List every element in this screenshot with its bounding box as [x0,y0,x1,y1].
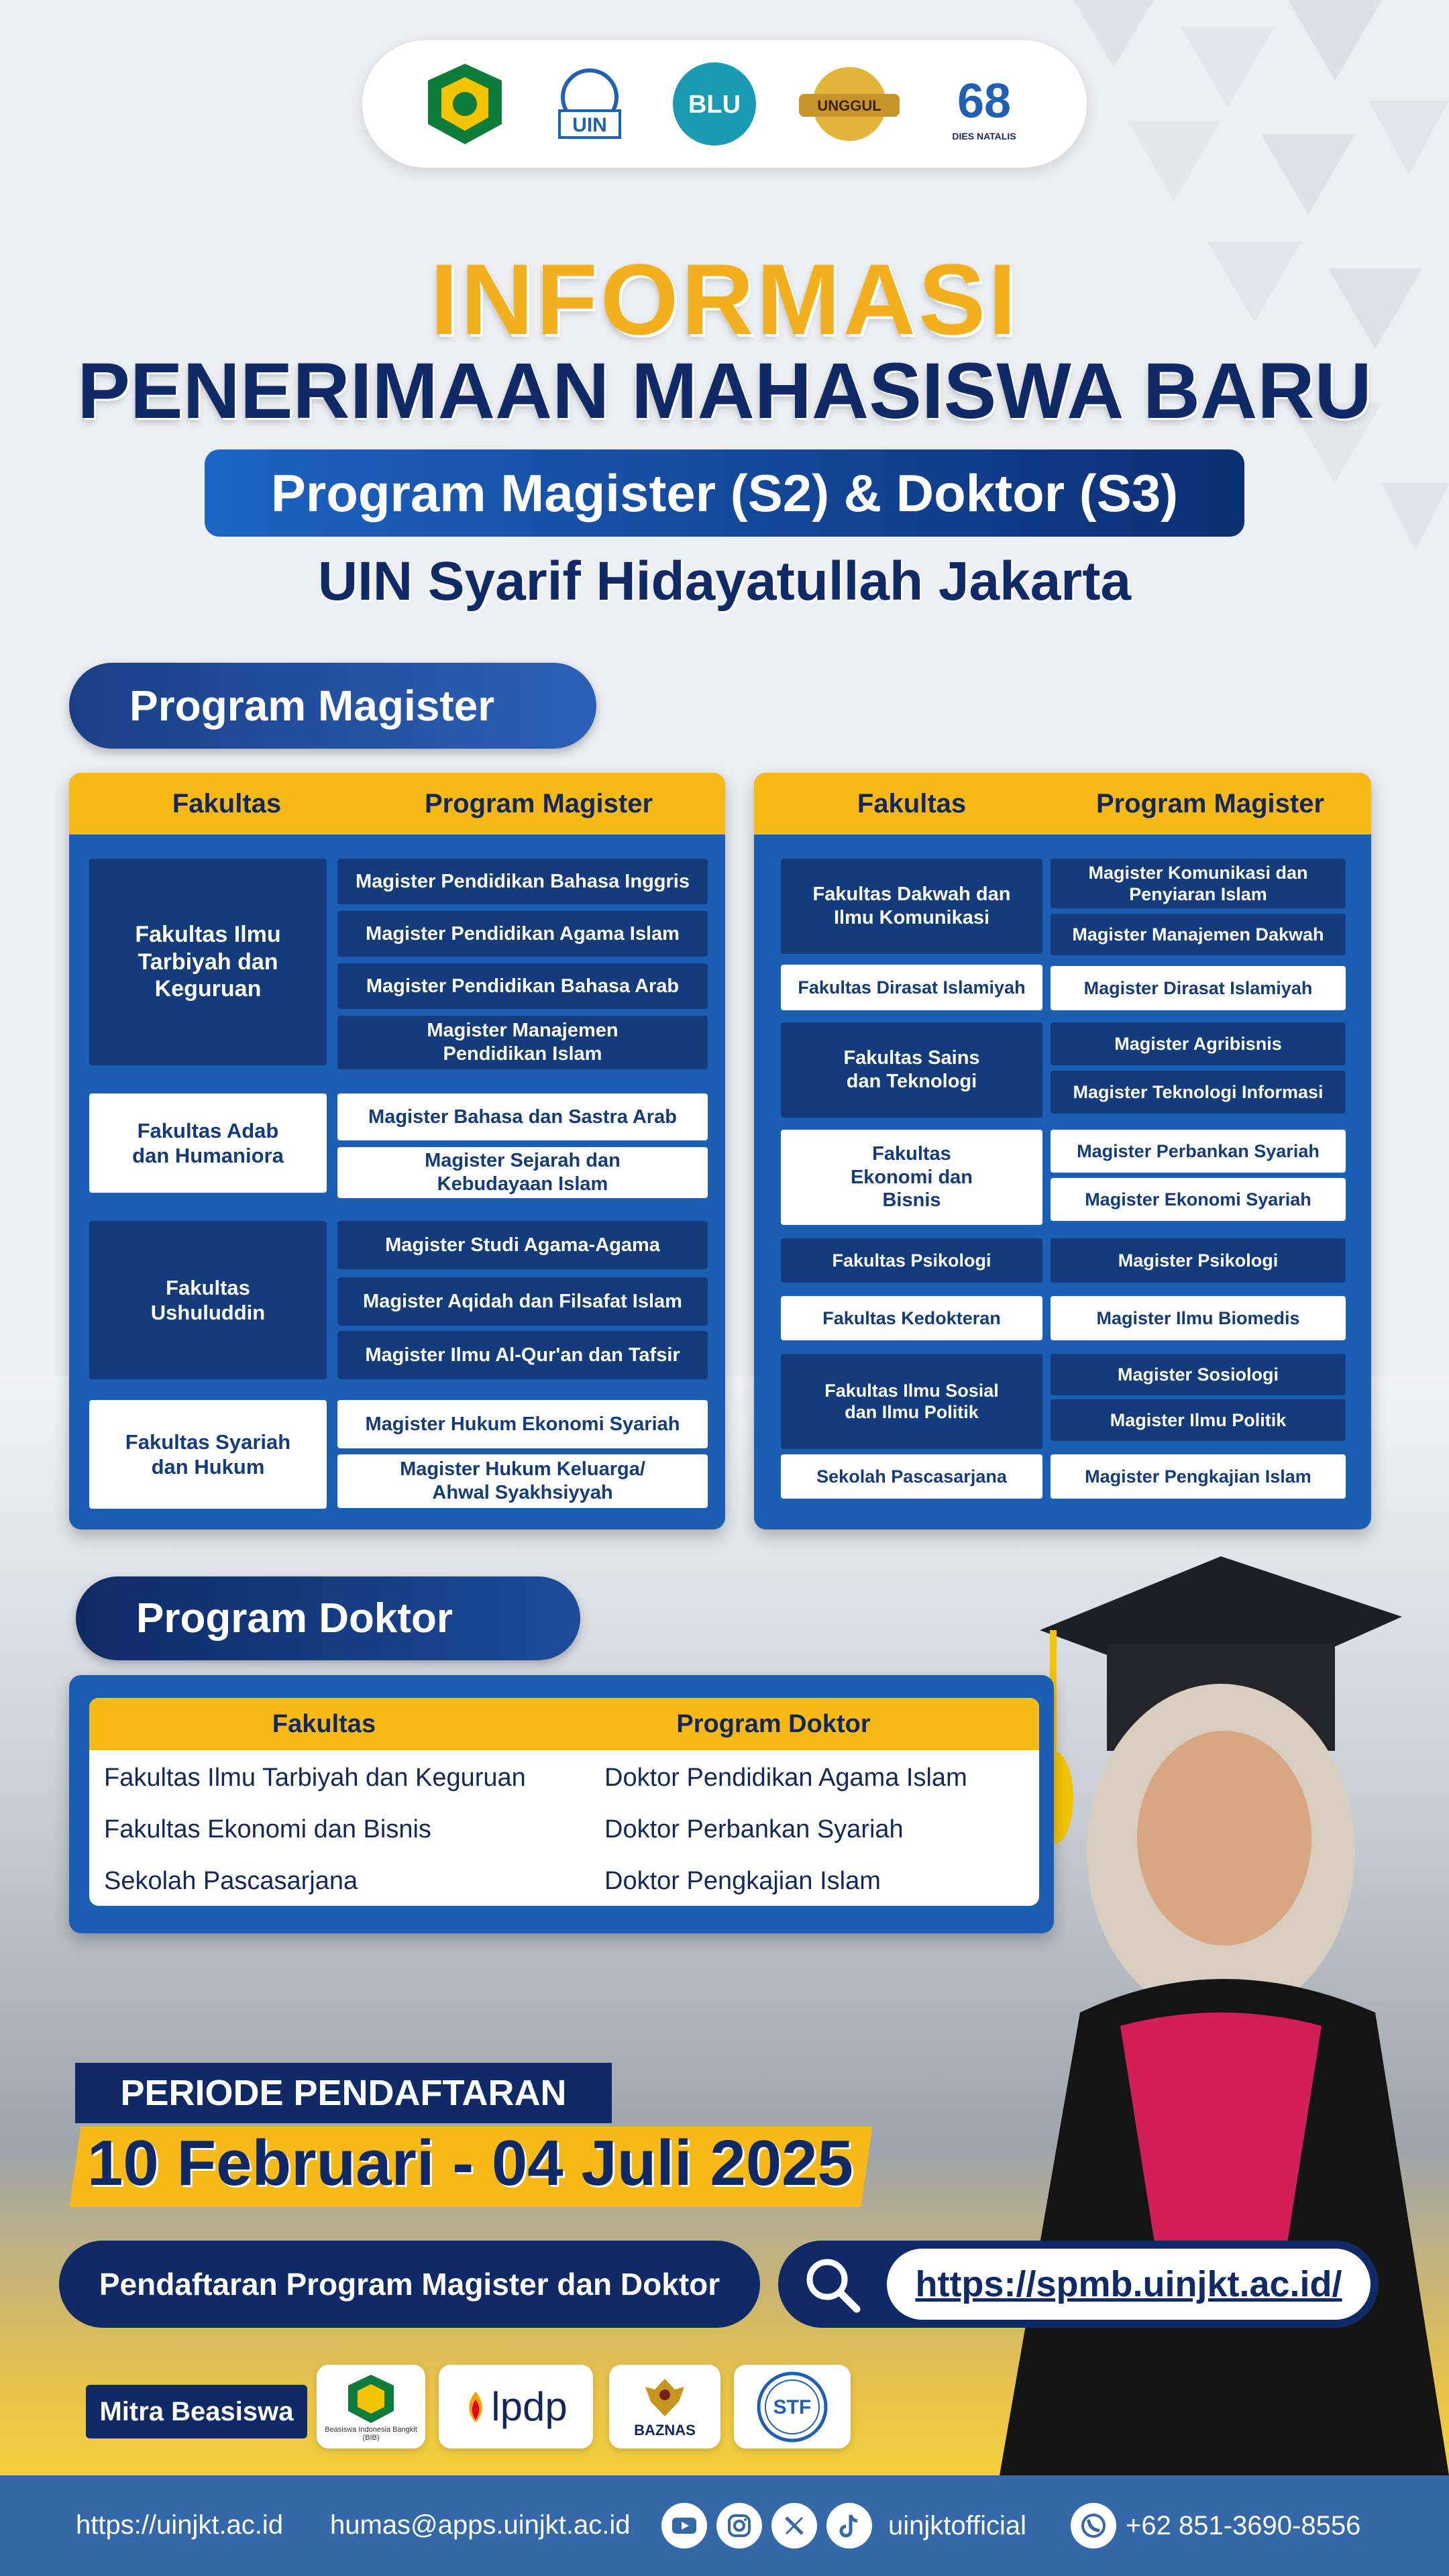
sponsor-name: BAZNAS [634,2421,696,2438]
fakultas-cell: Fakultas Ilmu Sosial dan Ilmu Politik [781,1354,1042,1449]
dies-natalis-68-logo [941,60,1028,148]
magister-table-left [69,773,725,1529]
program-cell: Magister Ekonomi Syariah [1051,1178,1346,1221]
program-cell: Magister Hukum Ekonomi Syariah [337,1400,708,1448]
program-cell: Magister Ilmu Al-Qur'an dan Tafsir [337,1331,708,1379]
registration-link[interactable] [778,2241,1379,2328]
program-cell: Magister Manajemen Dakwah [1051,914,1346,955]
magister-table-right [754,773,1371,1529]
whatsapp-icon[interactable] [1071,2503,1116,2548]
instagram-icon[interactable] [716,2503,762,2548]
fakultas-cell: Fakultas Dakwah dan Ilmu Komunikasi [781,859,1042,954]
col-fakultas: Fakultas [272,1709,376,1738]
doktor-program: Doktor Pendidikan Agama Islam [604,1764,967,1792]
program-cell: Magister Studi Agama-Agama [337,1221,708,1269]
program-cell: Magister Psikologi [1051,1238,1346,1283]
program-cell: Magister Dirasat Islamiyah [1051,966,1346,1010]
section-title-magister: Program Magister [69,663,596,749]
program-cell: Magister Perbankan Syariah [1051,1130,1346,1173]
sponsor-name: lpdp [491,2384,568,2429]
footer-website[interactable]: https://uinjkt.ac.id [76,2510,284,2540]
svg-text:DIES NATALIS: DIES NATALIS [952,131,1016,142]
doktor-program: Doktor Pengkajian Islam [604,1867,881,1895]
col-fakultas: Fakultas [172,788,282,818]
col-program: Program Magister [424,788,653,818]
sponsor-stf-logo [734,2365,851,2449]
social-icons [661,2503,1026,2548]
program-cell: Magister Sosiologi [1051,1354,1346,1395]
search-icon [798,2251,865,2318]
fakultas-cell: Fakultas Kedokteran [781,1296,1042,1340]
registration-url[interactable]: https://spmb.uinjkt.ac.id/ [887,2249,1371,2320]
footer-social-handle[interactable]: uinjktofficial [888,2510,1027,2540]
registration-label: Pendaftaran Program Magister dan Doktor [59,2241,760,2328]
fakultas-cell: Fakultas Dirasat Islamiyah [781,965,1042,1010]
program-cell: Magister Pendidikan Bahasa Arab [337,963,708,1009]
fakultas-cell: Fakultas Psikologi [781,1238,1042,1283]
period-dates: 10 Februari - 04 Juli 2025 [87,2127,853,2199]
x-icon[interactable] [771,2503,817,2548]
doktor-fakultas: Fakultas Ilmu Tarbiyah dan Keguruan [104,1764,526,1792]
unggul-badge [796,60,903,148]
fakultas-cell: Sekolah Pascasarjana [781,1454,1042,1499]
svg-text:UIN: UIN [572,114,607,136]
headline-pmb: PENERIMAAN MAHASISWA BARU [77,347,1372,435]
svg-text:BLU: BLU [688,91,741,119]
program-cell: Magister Bahasa dan Sastra Arab [337,1093,708,1140]
doktor-program: Doktor Perbankan Syariah [604,1815,904,1843]
program-cell: Magister Sejarah dan Kebudayaan Islam [337,1147,708,1198]
program-cell: Magister Aqidah dan Filsafat Islam [337,1277,708,1326]
program-cell: Magister Ilmu Biomedis [1051,1296,1346,1340]
program-cell: Magister Teknologi Informasi [1051,1071,1346,1114]
fakultas-cell: Fakultas Sains dan Teknologi [781,1022,1042,1118]
fakultas-cell: Fakultas Ushuluddin [89,1221,327,1379]
program-cell: Magister Pendidikan Agama Islam [337,911,708,957]
tiktok-icon[interactable] [826,2503,872,2548]
kemenag-logo [421,60,508,148]
fakultas-cell: Fakultas Ekonomi dan Bisnis [781,1130,1042,1225]
doktor-fakultas: Sekolah Pascasarjana [104,1867,358,1895]
fakultas-cell: Fakultas Syariah dan Hukum [89,1400,327,1509]
sponsor-bib-logo [317,2365,425,2449]
sponsors-label: Mitra Beasiswa [86,2385,307,2438]
program-cell: Magister Pengkajian Islam [1051,1454,1346,1499]
footer-phone[interactable]: +62 851-3690-8556 [1126,2510,1361,2540]
col-program: Program Doktor [676,1709,871,1738]
footer-email[interactable]: humas@apps.uinjkt.ac.id [330,2510,631,2540]
program-subtitle: Program Magister (S2) & Doktor (S3) [205,449,1244,537]
footer-phone-group [1071,2503,1360,2548]
fakultas-cell: Fakultas Adab dan Humaniora [89,1093,327,1193]
doktor-table-inner [89,1698,1039,1906]
period-label: PERIODE PENDAFTARAN [75,2063,612,2123]
section-title-doktor: Program Doktor [76,1576,580,1660]
doktor-table [69,1675,1054,1933]
university-name: UIN Syarif Hidayatullah Jakarta [317,551,1132,612]
graduate-student-photo [1000,1543,1449,2475]
fakultas-cell: Fakultas Ilmu Tarbiyah dan Keguruan [89,859,327,1065]
uin-logo [546,60,633,148]
sponsor-lpdp-logo [439,2365,593,2449]
table-header [69,773,725,835]
table-header [89,1698,1039,1750]
svg-text:68: 68 [957,74,1012,128]
col-fakultas: Fakultas [857,788,967,818]
program-cell: Magister Agribisnis [1051,1022,1346,1065]
program-cell: Magister Manajemen Pendidikan Islam [337,1016,708,1069]
svg-text:STF: STF [773,2396,812,2418]
doktor-fakultas: Fakultas Ekonomi dan Bisnis [104,1815,431,1843]
headline-informasi: INFORMASI [430,243,1019,356]
sponsor-baznas-logo [609,2365,720,2449]
youtube-icon[interactable] [661,2503,707,2548]
program-cell: Magister Pendidikan Bahasa Inggris [337,859,708,904]
logo-bar [362,40,1087,168]
footer [0,2475,1449,2576]
table-header [754,773,1371,835]
program-cell: Magister Komunikasi dan Penyiaran Islam [1051,859,1346,908]
program-cell: Magister Ilmu Politik [1051,1399,1346,1441]
sponsor-name: Beasiswa Indonesia Bangkit (BIB) [325,2425,417,2442]
program-cell: Magister Hukum Keluarga/ Ahwal Syakhsiyyah [337,1454,708,1508]
svg-text:UNGGUL: UNGGUL [817,97,881,114]
blu-speed-logo [671,60,758,148]
col-program: Program Magister [1095,788,1325,818]
